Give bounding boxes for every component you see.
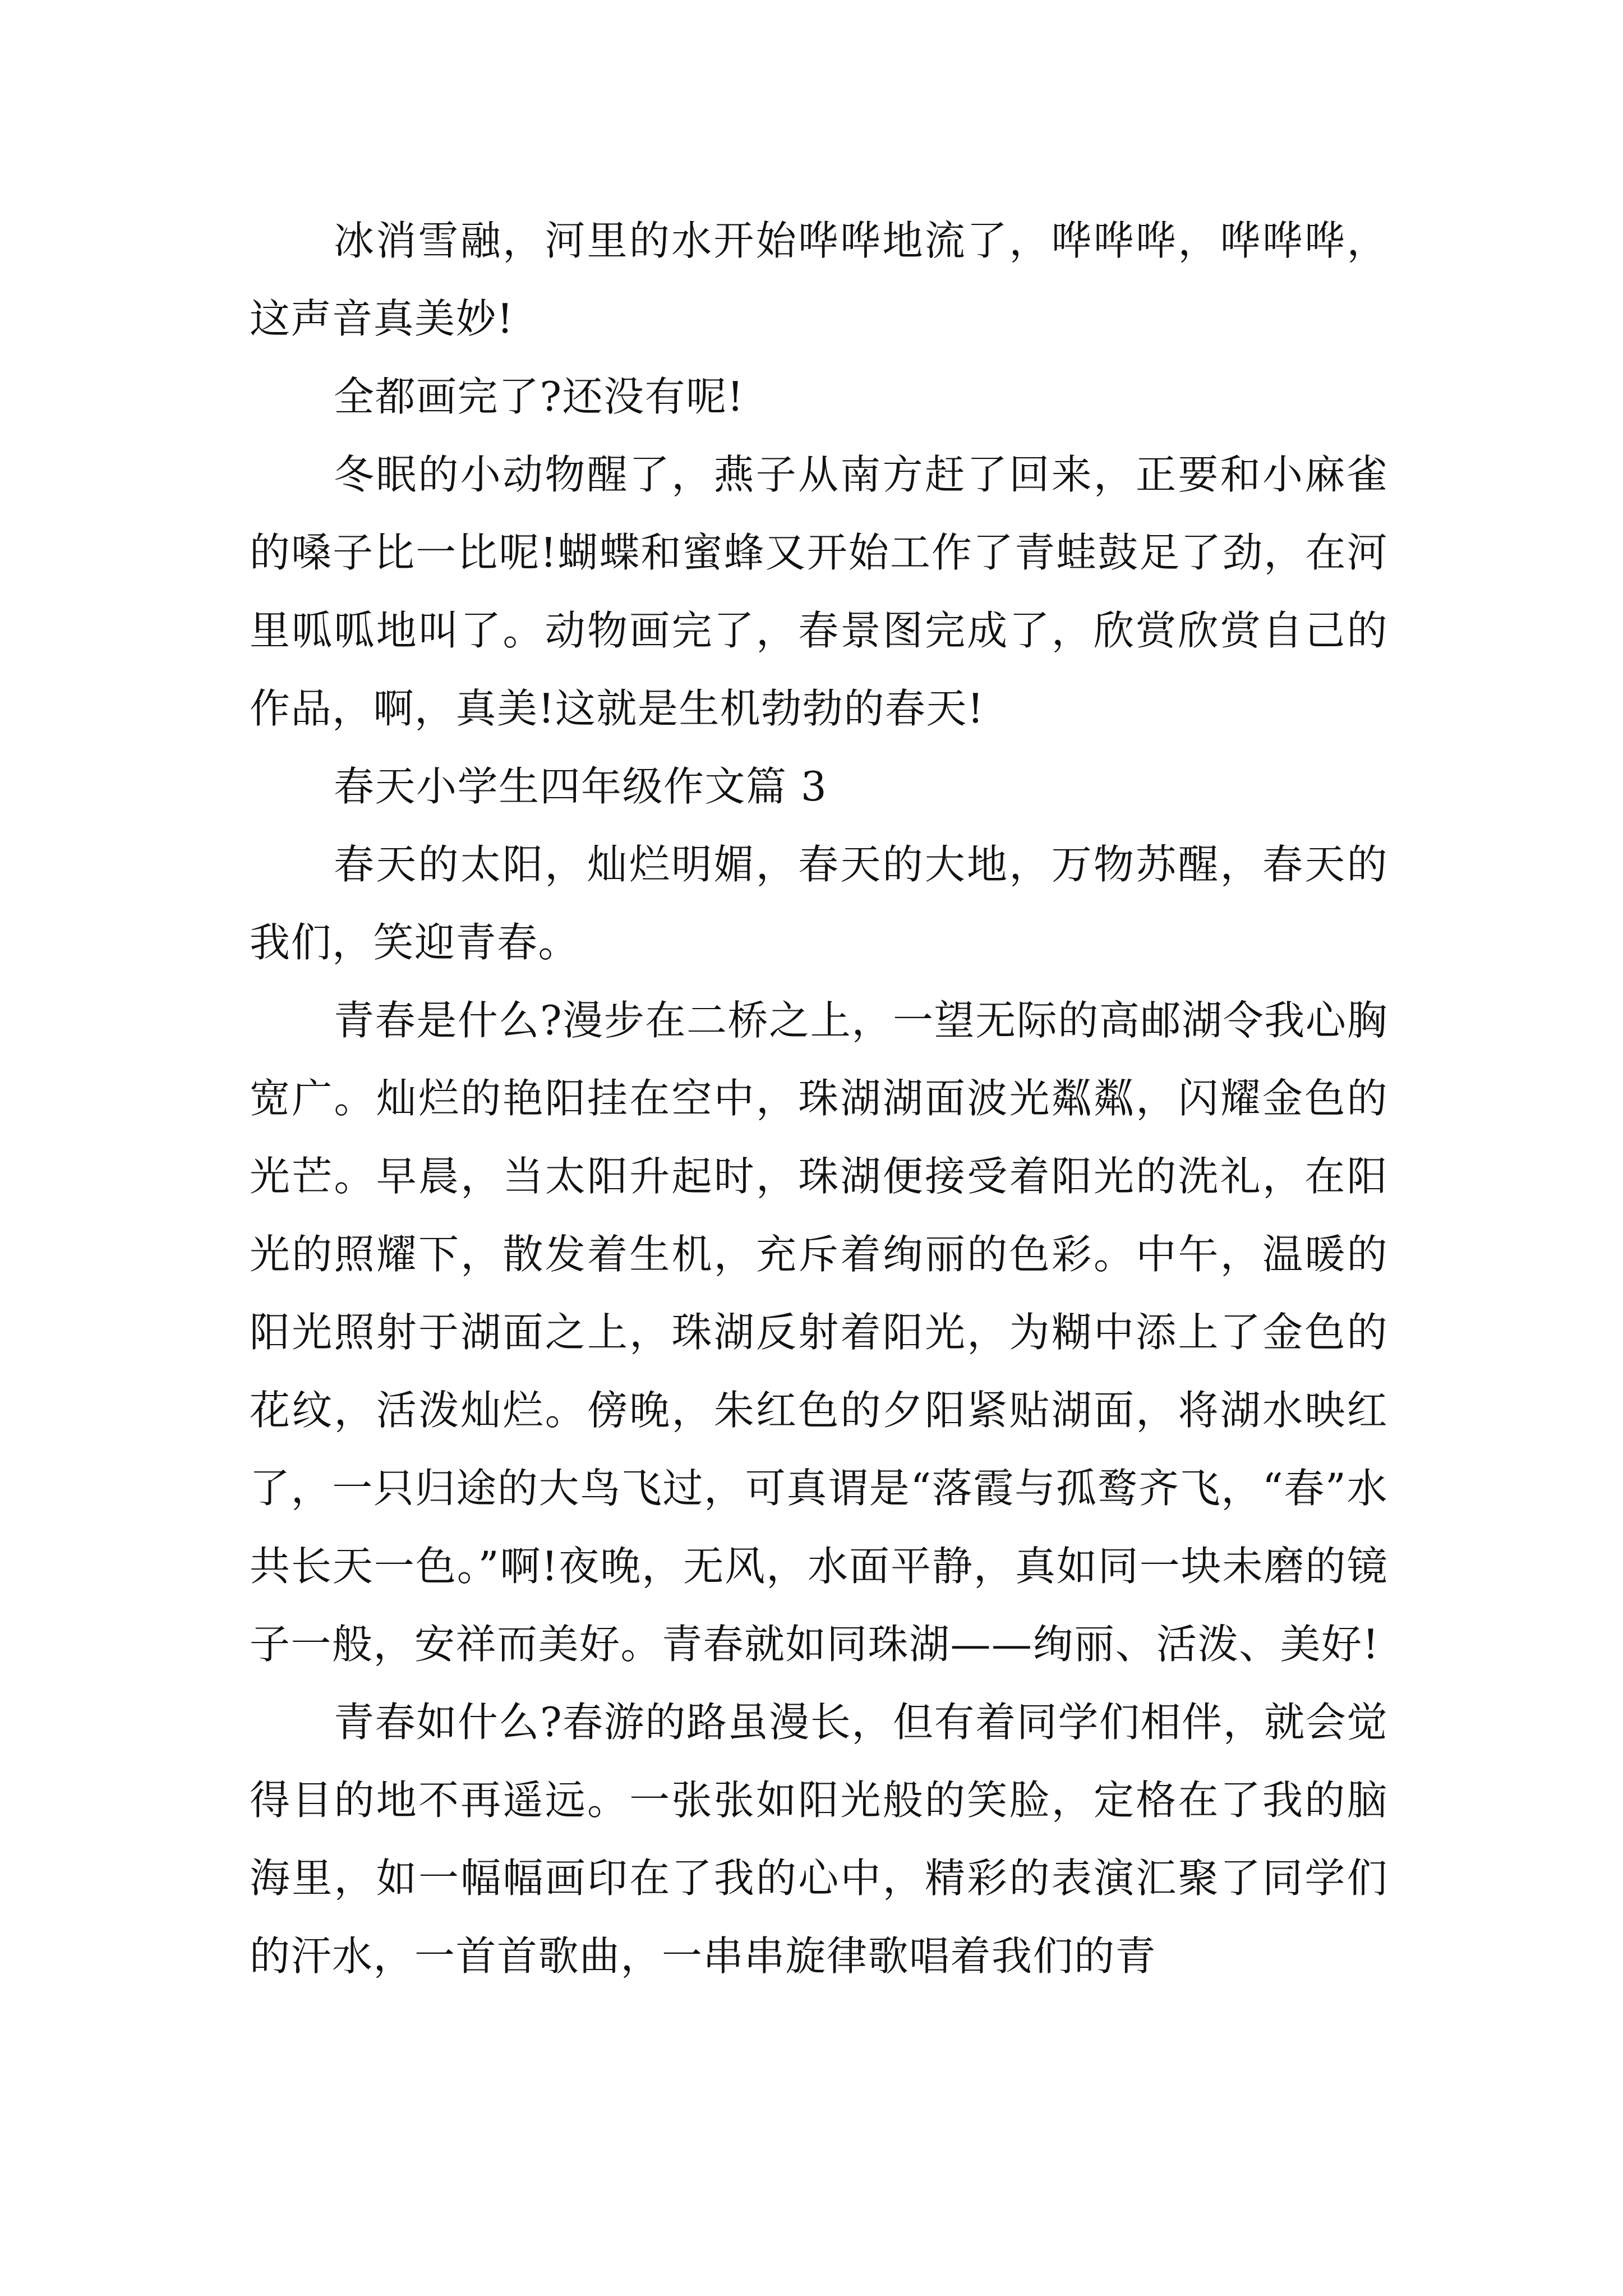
paragraph: 冬眠的小动物醒了，燕子从南方赶了回来，正要和小麻雀的嗓子比一比呢!蝴蝶和蜜蜂又开始工作了青蛙鼓足了劲，在河里呱呱地叫了。动物画完了，春景图完成了，欣赏欣赏自己的作品，啊，真美!这就是生机勃勃的春天!: [250, 451, 1388, 732]
paragraph: 青春如什么?春游的路虽漫长，但有着同学们相伴，就会觉得目的地不再遥远。一张张如阳光般的笑脸，定格在了我的脑海里，如一幅幅画印在了我的心中，精彩的表演汇聚了同学们的汗水，一首首歌曲，一串串旋律歌唱着我们的青: [250, 1699, 1388, 1980]
section-heading: 春天小学生四年级作文篇 3: [334, 763, 828, 810]
paragraph: 青春是什么?漫步在二桥之上，一望无际的高邮湖令我心胸宽广。灿烂的艳阳挂在空中，珠湖湖面波光粼粼，闪耀金色的光芒。早晨，当太阳升起时，珠湖便接受着阳光的洗礼，在阳光的照耀下，散发着生机，充斥着绚丽的色彩。中午，温暖的阳光照射于湖面之上，珠湖反射着阳光，为糊中添上了金色的花纹，活泼灿烂。傍晚，朱红色的夕阳紧贴湖面，将湖水映红了，一只归途的大鸟飞过，可真谓是“落霞与孤鹜齐飞，“春”水共长天一色。”啊!夜晚，无风，水面平静，真如同一块未磨的镜子一般，安祥而美好。青春就如同珠湖——绚丽、活泼、美好!: [250, 997, 1388, 1668]
paragraph: 春天的太阳，灿烂明媚，春天的大地，万物苏醒，春天的我们，笑迎青春。: [250, 841, 1388, 966]
paragraph: 全都画完了?还没有呢!: [334, 373, 745, 420]
paragraph: 冰消雪融，河里的水开始哗哗地流了，哗哗哗，哗哗哗，这声音真美妙!: [250, 217, 1388, 342]
essay-body: [250, 202, 1388, 1995]
